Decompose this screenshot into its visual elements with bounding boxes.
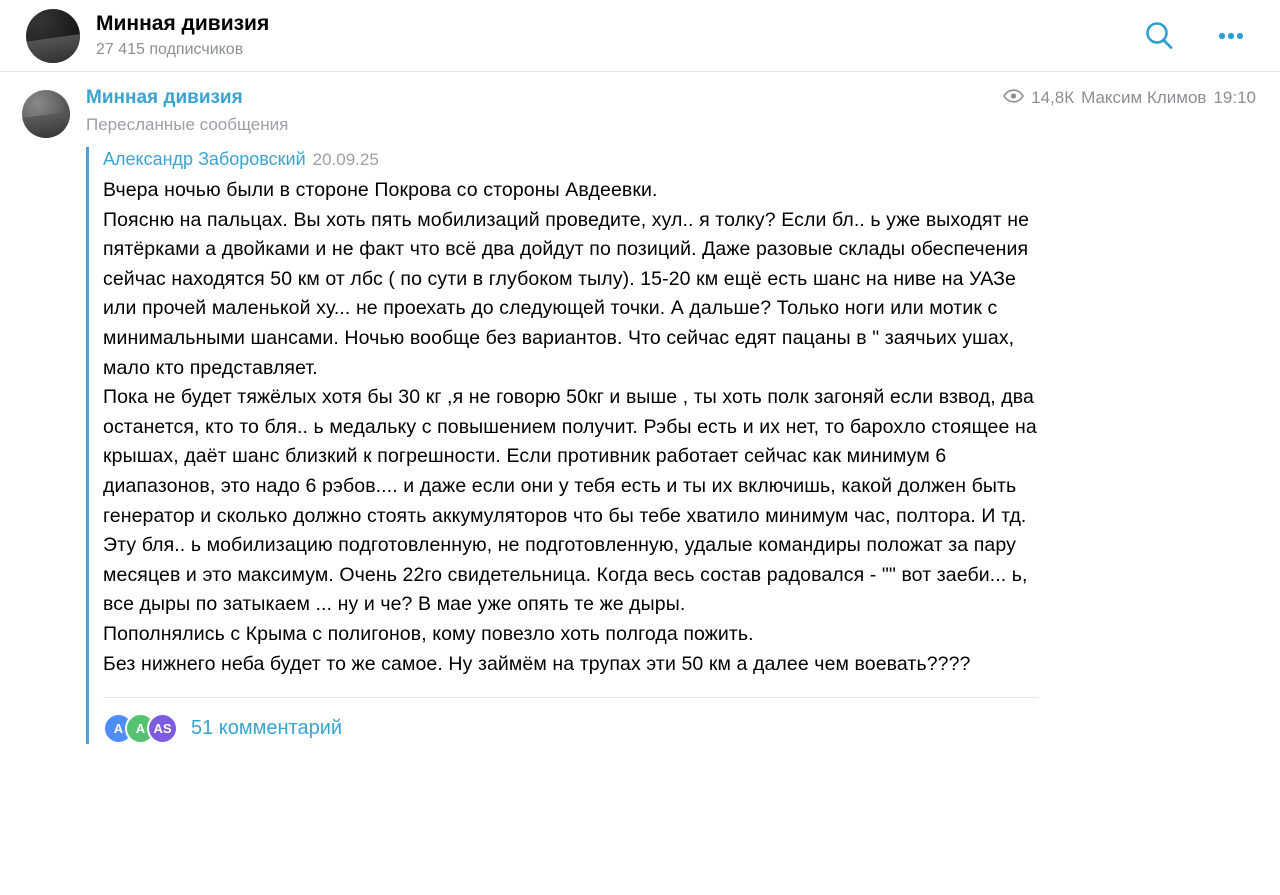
commenter-avatars <box>103 713 178 744</box>
header-actions <box>1140 17 1262 55</box>
message-time: 19:10 <box>1213 88 1256 107</box>
message-row <box>22 86 1260 744</box>
message-body <box>86 86 1260 744</box>
channel-title: Минная дивизия <box>96 11 270 35</box>
views-count: 14,8К <box>1031 88 1075 107</box>
message-signature: Максим Климов <box>1081 88 1207 107</box>
commenter-avatar: AS <box>147 713 178 744</box>
commenter-avatar: A <box>103 713 134 744</box>
search-icon[interactable] <box>1140 17 1178 55</box>
quote-author[interactable]: Александр Заборовский <box>103 149 306 169</box>
message-topline <box>86 86 1260 110</box>
avatar[interactable] <box>22 90 70 138</box>
quote-paragraph: Пока не будет тяжёлых хотя бы 30 кг ,я не говорю 50кг и выше , ты хоть полк загоняй если взвод, два останется, кто то бля.. ь медальку с повышением получит. Рэбы есть и их нет, то барохло стоящее на крышах, даёт шанс близкий к погрешности. Если противник работает сейчас как минимум 6 диапазонов, это надо 6 рэбов.... и даже если они у тебя есть и ты их включишь, какой должен быть генератор и сколько должно стоять аккумуляторов что бы тебе хватило минимум час, полтора. И тд. <box>103 386 1037 527</box>
quote-paragraph: Вчера ночью были в стороне Покрова со стороны Авдеевки. <box>103 179 658 201</box>
quote-paragraph: Эту бля.. ь мобилизацию подготовленную, не подготовленную, удалые командиры положат за пару месяцев и это максимум. Очень 22го свидетельница. Когда весь состав радовался - "" вот заеби... ь, все дыры по затыкаем ... ну и че? В мае уже опять те же дыры. <box>103 534 1028 616</box>
eye-icon <box>1003 88 1024 108</box>
quote-paragraph: Пополнялись с Крыма с полигонов, кому повезло хоть полгода пожить. <box>103 622 754 645</box>
quote-paragraph: Без нижнего неба будет то же самое. Ну займём на трупах эти 50 км а далее чем воевать???? <box>103 652 971 675</box>
more-horizontal-icon[interactable] <box>1212 17 1250 55</box>
message-sender[interactable]: Минная дивизия <box>86 87 243 108</box>
comments-row[interactable] <box>103 713 1260 744</box>
forwarded-quote <box>86 147 1260 744</box>
message-meta <box>1003 88 1260 108</box>
comments-divider <box>103 697 1038 698</box>
quote-header <box>103 147 1260 172</box>
forwarded-label: Пересланные сообщения <box>86 115 289 134</box>
comments-link[interactable]: 51 комментарий <box>191 717 343 740</box>
channel-header-text <box>96 11 269 61</box>
message-area <box>0 72 1280 744</box>
commenter-avatar: A <box>125 713 156 744</box>
quote-date: 20.09.25 <box>312 150 379 169</box>
quote-text <box>103 176 1260 679</box>
channel-header <box>0 0 1280 72</box>
channel-subscribers: 27 415 подписчиков <box>96 40 244 58</box>
quote-paragraph: Поясню на пальцах. Вы хоть пять мобилизаций проведите, хул.. я толку? Если бл.. ь уже выходят не пятёрками а двойками и не факт что всё два дойдут по позиций. Даже разовые склады обеспечения сейчас находятся 50 км от лбс ( по сути в глубоком тылу). 15-20 км ещё есть шанс на ниве на УАЗе или прочей маленькой ху... не проехать до следующей точки. А дальше? Только ноги или мотик с минимальными шансами. Ночью вообще без вариантов. Что сейчас едят пацаны в " заячьих ушах, мало кто представляет. <box>103 208 1030 379</box>
channel-avatar[interactable] <box>26 9 80 63</box>
